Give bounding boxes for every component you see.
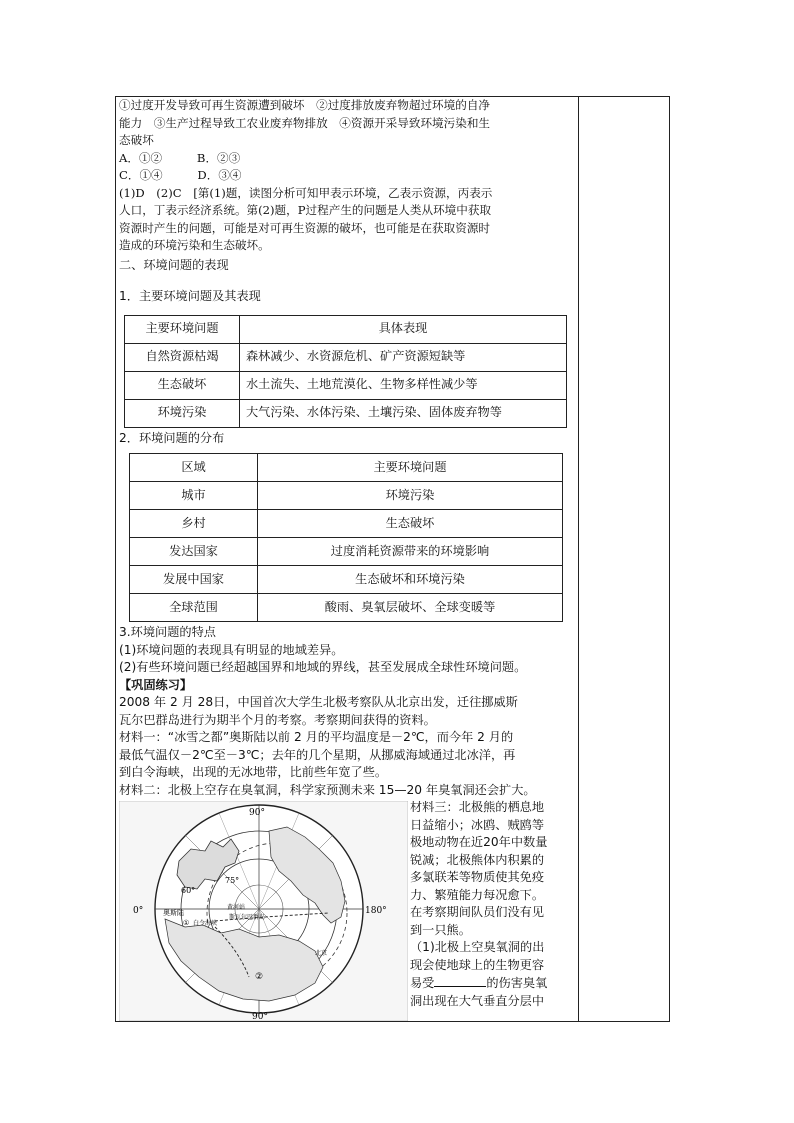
arctic-map	[119, 801, 408, 1021]
material3-line: 力、繁殖能力每况愈下。	[410, 887, 545, 902]
question1-line: （1)北极上空臭氧洞的出	[410, 940, 545, 954]
map-label-90-bottom: 90°	[252, 1012, 268, 1021]
table-cell: 水土流失、土地荒漠化、生物多样性减少等	[240, 371, 567, 399]
material3-line: 极地动物在近20年中数量	[410, 835, 548, 849]
table-header-cell: 区域	[130, 454, 258, 482]
map-label-bering: 白令海峡	[193, 920, 218, 927]
table-cell: 森林减少、水资源危机、矿产资源短缺等	[240, 343, 567, 371]
question1-line: 现会使地球上的生物更容	[410, 957, 545, 972]
subsection-title: 2．环境问题的分布	[119, 430, 225, 445]
table-cell: 发达国家	[130, 538, 258, 566]
table-cell: 乡村	[130, 510, 258, 538]
map-label-0: 0°	[133, 906, 144, 916]
map-label-75: 75°	[225, 876, 240, 885]
options-line: 态破坏	[119, 133, 154, 147]
table-cell: 环境污染	[258, 482, 563, 510]
table-cell: 酸雨、臭氧层破坏、全球变暖等	[258, 594, 563, 622]
table-header-cell: 主要环境问题	[258, 454, 563, 482]
table-cell: 过度消耗资源带来的环境影响	[258, 538, 563, 566]
table-cell: 大气污染、水体污染、土壤污染、固体废弃物等	[240, 399, 567, 427]
map-label-oslo: 奥斯陆	[163, 909, 184, 917]
document-content	[119, 97, 575, 1021]
intro-line: 瓦尔巴群岛进行为期半个月的考察。考察期间获得的资料。	[119, 712, 436, 727]
material1-line: 最低气温仅－2℃至－3℃；去年的几个星期，从挪威海域通过北冰洋，再	[119, 747, 516, 762]
choice-cd: C．①④ D．③④	[119, 168, 242, 182]
question1-text: 的伤害臭氧	[486, 976, 548, 990]
table-cell: 发展中国家	[130, 566, 258, 594]
answer-line: (1)D (2)C [第(1)题，读图分析可知甲表示环境，乙表示资源，丙表示	[119, 185, 493, 200]
subsection-title: 3.环境问题的特点	[119, 625, 216, 639]
table-header-row	[125, 315, 567, 343]
intro-line: 2008 年 2 月 28日，中国首次大学生北极考察队从北京出发，迁往挪威斯	[119, 695, 518, 709]
map-and-material3	[119, 799, 575, 1021]
answer-line: 人口，丁表示经济系统。第(2)题，P过程产生的问题是人类从环境中获取	[119, 203, 492, 217]
table-cell: 城市	[130, 482, 258, 510]
material3-column	[410, 799, 575, 1010]
material2: 材料二：北极上空存在臭氧洞，科学家预测未来 15—20 年臭氧洞还会扩大。	[119, 782, 536, 797]
answer-blank[interactable]	[434, 974, 486, 987]
table-row	[125, 399, 567, 427]
table-header-cell: 具体表现	[240, 315, 567, 343]
material3-line: 在考察期间队员们没有见	[410, 905, 545, 919]
table-cell: 生态破坏	[125, 371, 240, 399]
environment-problems-table	[124, 315, 567, 428]
question1-line: 洞出现在大气垂直分层中	[410, 993, 545, 1008]
map-label-90-top: 90°	[249, 808, 265, 818]
choice-ab: A．①② B．②③	[119, 150, 241, 165]
subsection-title: 1．主要环境问题及其表现	[119, 289, 261, 303]
material1-line: 到白令海峡，出现的无冰地带，比前些年宽了些。	[119, 765, 388, 779]
table-cell: 全球范围	[130, 594, 258, 622]
material3-line: 日益缩小；冰鸥、贼鸥等	[410, 817, 545, 832]
table-row	[130, 566, 563, 594]
table-cell: 环境污染	[125, 399, 240, 427]
section-title: 二、环境问题的表现	[119, 257, 229, 272]
map-label-beijing: 北京	[315, 950, 328, 957]
map-label-station: 黄河站	[227, 904, 246, 911]
map-label-180: 180°	[365, 906, 387, 916]
material3-line: 多氯联苯等物质使其免疫	[410, 870, 545, 884]
options-line: 能力 ③生产过程导致工农业废弃物排放 ④资源开采导致环境污染和生	[119, 115, 491, 130]
table-header-cell: 主要环境问题	[125, 315, 240, 343]
material1-line: 材料一：“冰雪之都”奥斯陆以前 2 月的平均温度是－2℃，而今年 2 月的	[119, 730, 514, 744]
table-row	[130, 538, 563, 566]
table-cell: 生态破坏	[258, 510, 563, 538]
options-line: ①过度开发导致可再生资源遭到破坏 ②过度排放废弃物超过环境的自净	[119, 98, 491, 112]
question1-text: 易受	[410, 976, 435, 990]
problem-distribution-table	[129, 453, 563, 622]
map-label-route1: ①	[183, 919, 190, 927]
table-cell: 生态破坏和环境污染	[258, 566, 563, 594]
practice-title: 【巩固练习】	[119, 677, 193, 692]
material3-line: 锐减；北极熊体内积累的	[410, 852, 545, 867]
map-label-route2: ②	[255, 972, 264, 982]
table-row	[130, 482, 563, 510]
table-header-row	[130, 454, 563, 482]
material3-line: 到一只熊。	[410, 922, 471, 937]
map-label-svalbard: 斯瓦尔巴群岛	[229, 914, 266, 921]
answer-line: 造成的环境污染和生态破坏。	[119, 238, 270, 252]
question1-line	[410, 974, 575, 993]
answer-line: 资源时产生的问题，可能是对可再生资源的破坏，也可能是在获取资源时	[119, 220, 491, 235]
table-row	[125, 371, 567, 399]
feature-item: (1)环境问题的表现具有明显的地域差异。	[119, 642, 344, 657]
material3-line: 材料三：北极熊的栖息地	[410, 800, 545, 814]
table-row	[125, 343, 567, 371]
table-row	[130, 510, 563, 538]
table-row	[130, 594, 563, 622]
table-cell: 自然资源枯竭	[125, 343, 240, 371]
feature-item: (2)有些环境问题已经超越国界和地域的界线，甚至发展成全球性环境问题。	[119, 660, 527, 674]
map-label-60: 60°	[181, 886, 196, 895]
right-column-divider	[578, 96, 579, 1022]
